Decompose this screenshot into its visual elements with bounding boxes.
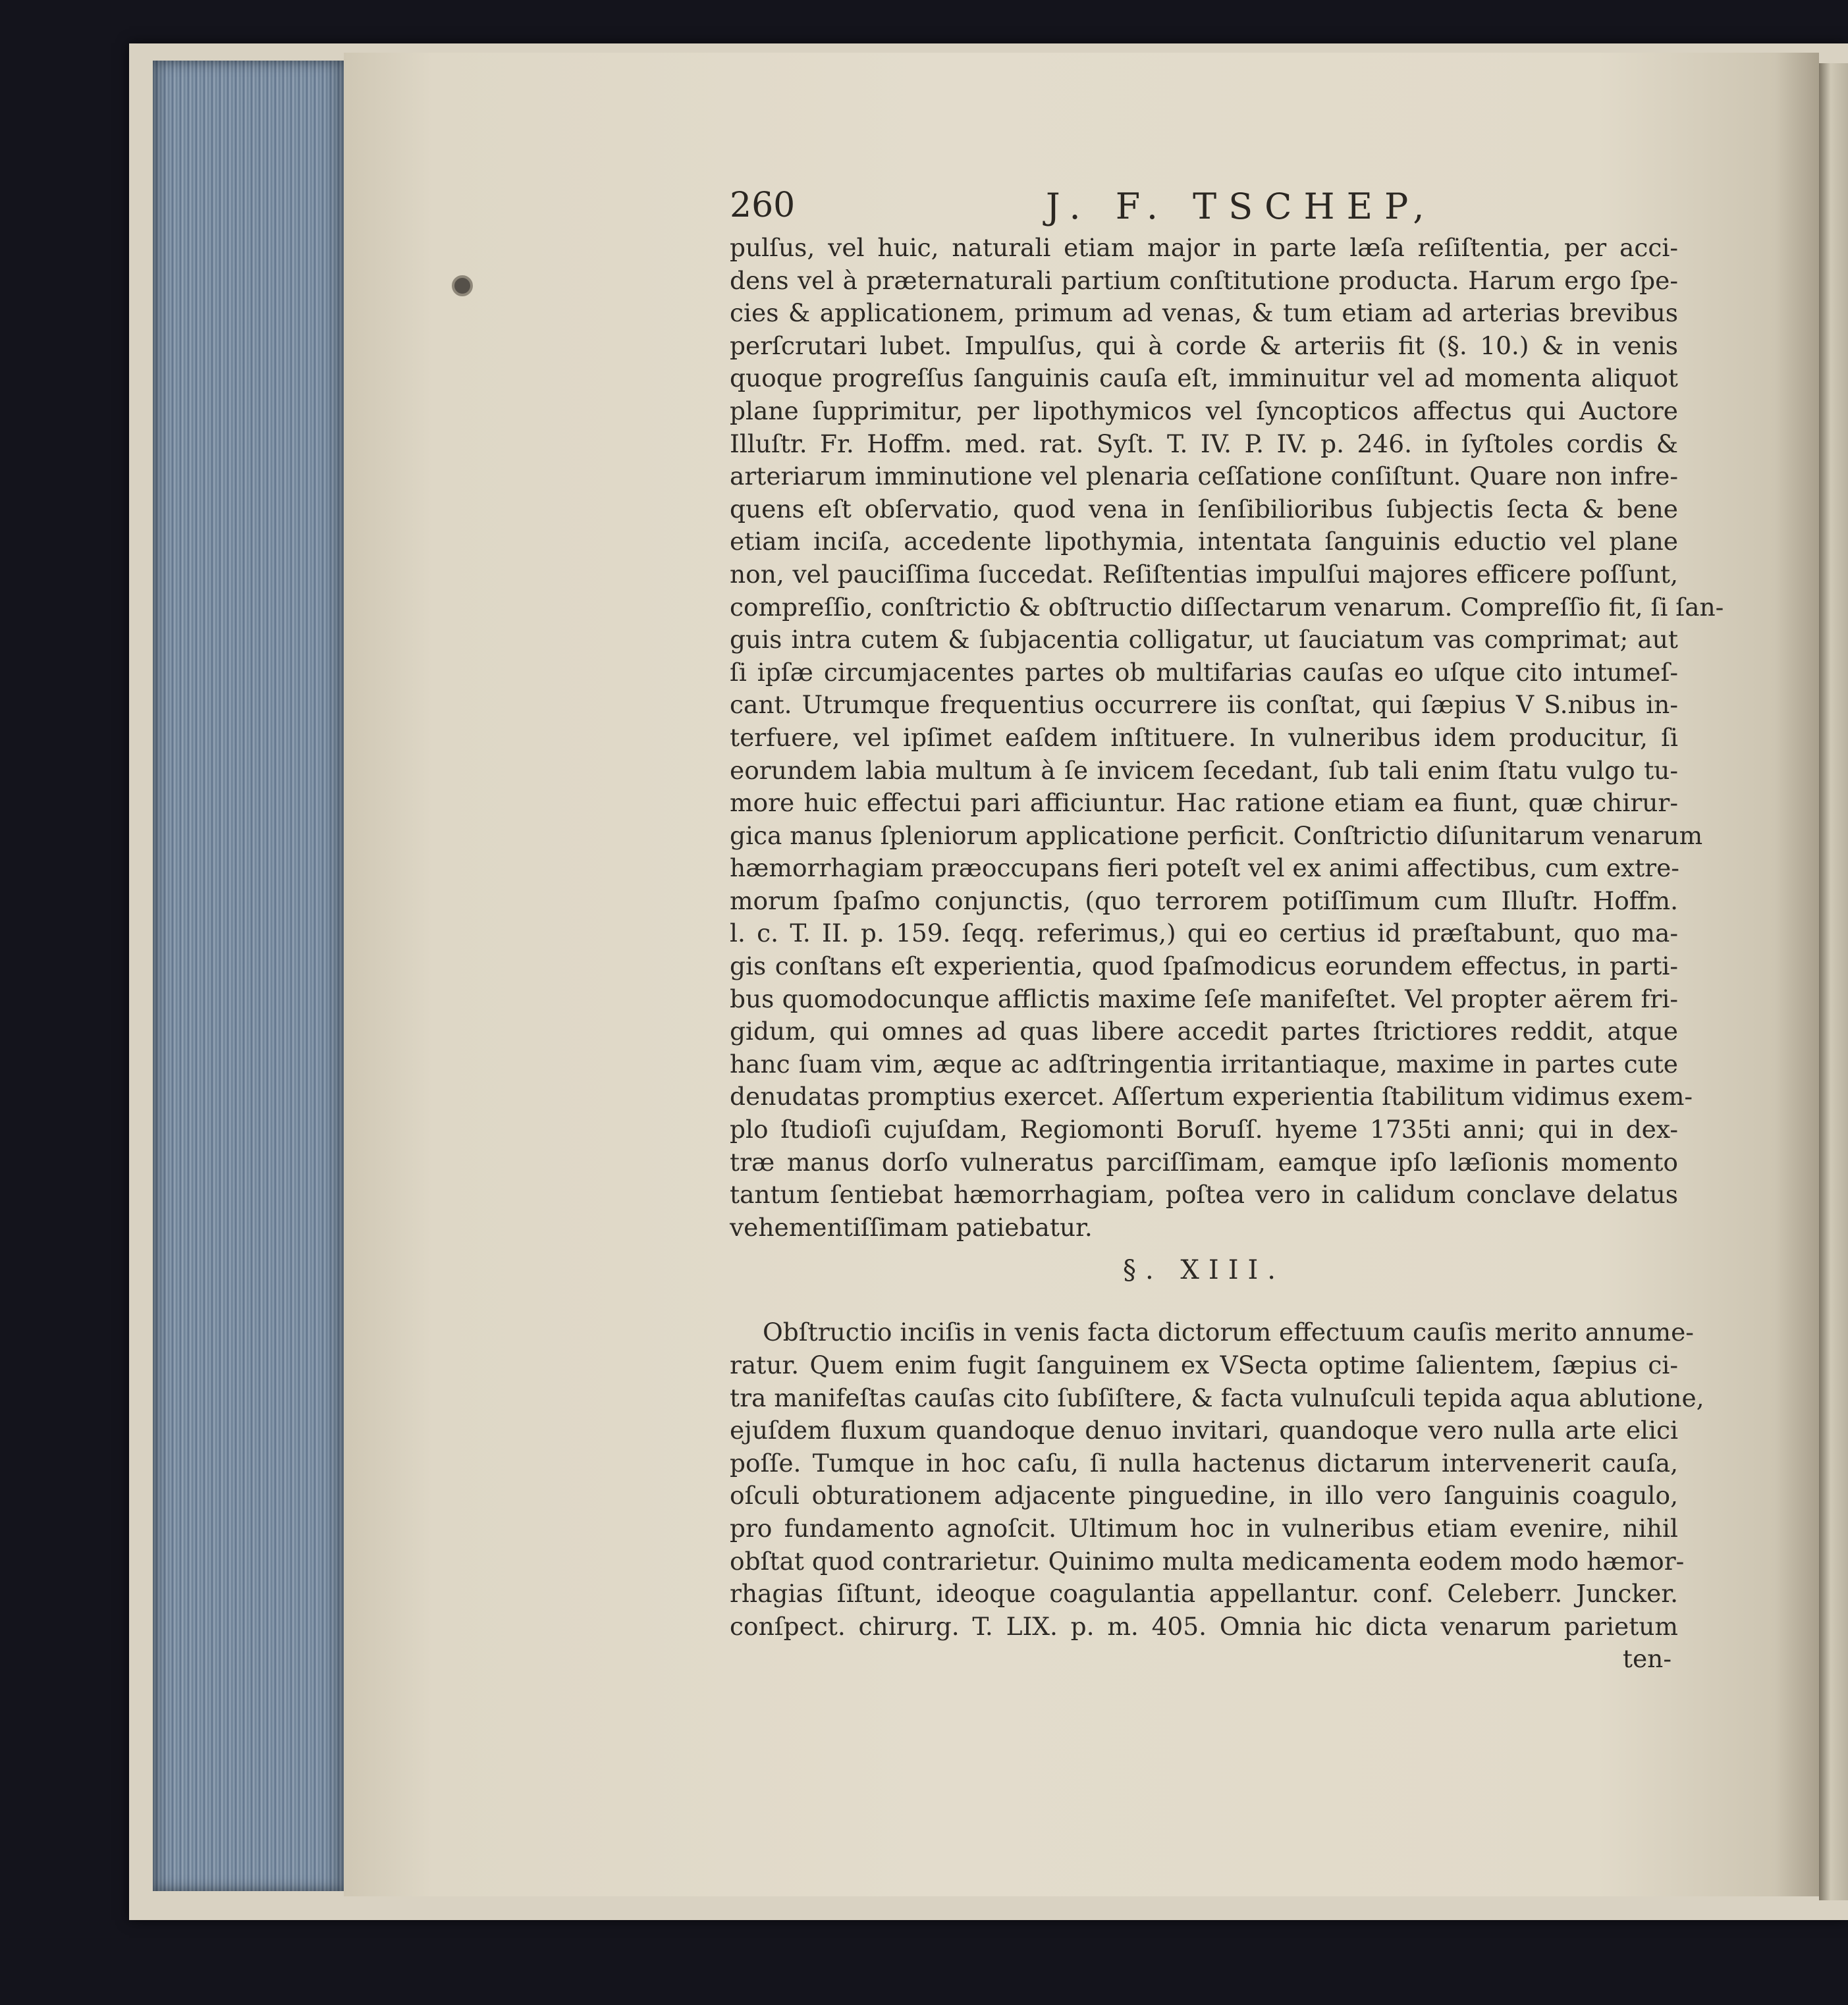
text-line: denudatas promptius exercet. Aſſertum experientia ſtabilitum vidimus exem- xyxy=(730,1082,1693,1111)
text-line: tantum ſentiebat hæmorrhagiam, poſtea vero in calidum conclave delatus xyxy=(730,1180,1678,1210)
text-line: guis intra cutem & ſubjacentia colligatur, ut ſauciatum vas comprimat; aut xyxy=(730,625,1678,655)
text-line: plo ſtudioſi cujuſdam, Regiomonti Boruſſ. hyeme 1735ti anni; qui in dex- xyxy=(730,1115,1678,1144)
text-line: pulſus, vel huic, naturali etiam major in parte læſa reſiſtentia, per acci- xyxy=(730,233,1678,262)
text-line: gis conſtans eſt experientia, quod ſpaſmodicus eorundem effectus, in parti- xyxy=(730,951,1678,981)
text-line: poſſe. Tumque in hoc caſu, ſi nulla hactenus dictarum intervenerit cauſa, xyxy=(730,1448,1678,1478)
text-line: Illuſtr. Fr. Hoffm. med. rat. Syſt. T. IV. P. IV. p. 246. in ſyſtoles cordis & xyxy=(730,429,1678,458)
text-line: gidum, qui omnes ad quas libere accedit partes ſtrictiores reddit, atque xyxy=(730,1017,1678,1046)
text-line: dens vel à præternaturali partium conſtitutione producta. Harum ergo ſpe- xyxy=(730,265,1678,295)
text-line: conſpect. chirurg. T. LIX. p. m. 405. Omnia hic dicta venarum parietum xyxy=(730,1611,1678,1641)
text-line: perſcrutari lubet. Impulſus, qui à corde & arteriis fit (§. 10.) & in venis xyxy=(730,331,1678,360)
text-line: gica manus ſpleniorum applicatione perficit. Conſtrictio diſunitarum venarum xyxy=(730,820,1703,850)
text-line: ejuſdem fluxum quandoque denuo invitari, quandoque vero nulla arte elici xyxy=(730,1416,1678,1445)
paragraph-1 xyxy=(730,232,1724,1244)
text-line: ſi ipſæ circumjacentes partes ob multifarias cauſas eo uſque cito intumeſ- xyxy=(730,657,1678,687)
text-line: rhagias ſiſtunt, ideoque coagulantia appellantur. conf. Celeberr. Juncker. xyxy=(730,1579,1678,1609)
binding-hole xyxy=(452,275,473,296)
text-line: cies & applicationem, primum ad venas, & tum etiam ad arterias brevibus xyxy=(730,298,1678,328)
text-line: Obſtructio inciſis in venis facta dictorum effectuum cauſis merito annume- xyxy=(763,1318,1694,1347)
text-line: oſculi obturationem adjacente pinguedine, in illo vero ſanguinis coagulo, xyxy=(730,1481,1678,1510)
section-heading: §. XIII. xyxy=(1122,1255,1286,1286)
text-line: morum ſpaſmo conjunctis, (quo terrorem potiſſimum cum Illuſtr. Hoffm. xyxy=(730,886,1678,915)
running-head: J. F. TSCHEP, xyxy=(1046,186,1436,227)
text-line: eorundem labia multum à ſe invicem ſecedant, ſub tali enim ſtatu vulgo tu- xyxy=(730,755,1678,785)
facing-page-edge xyxy=(1819,63,1848,1900)
page-header xyxy=(730,186,1639,232)
text-line: vehementiſſimam patiebatur. xyxy=(730,1212,1093,1242)
text-line: terfuere, vel ipſimet eaſdem inſtituere. In vulneribus idem producitur, ſi xyxy=(730,722,1678,752)
text-line: obſtat quod contrarietur. Quinimo multa medicamenta eodem modo hæmor- xyxy=(730,1546,1685,1576)
text-line: tra manifeſtas cauſas cito ſubſiſtere, & facta vulnuſculi tepida aqua ablutione, xyxy=(730,1383,1704,1412)
text-line: arteriarum imminutione vel plenaria ceſſatione conſiſtunt. Quare non infre- xyxy=(730,462,1678,491)
text-line: etiam inciſa, accedente lipothymia, intentata ſanguinis eductio vel plane xyxy=(730,527,1678,556)
page-number: 260 xyxy=(730,186,796,225)
text-line: pro fundamento agnoſcit. Ultimum hoc in vulneribus etiam evenire, nihil xyxy=(730,1513,1678,1543)
book-fore-edge xyxy=(153,61,348,1891)
text-line: hæmorrhagiam præoccupans fieri poteſt vel ex animi affectibus, cum extre- xyxy=(730,853,1679,883)
catchword: ten- xyxy=(1622,1644,1671,1674)
text-line: l. c. T. II. p. 159. ſeqq. referimus,) qui eo certius id præſtabunt, quo ma- xyxy=(730,919,1678,948)
text-line: more huic effectui pari afficiuntur. Hac ratione etiam ea fiunt, quæ chirur- xyxy=(730,788,1678,818)
text-line: plane ſupprimitur, per lipothymicos vel ſyncopticos affectus qui Auctore xyxy=(730,396,1678,425)
text-line: cant. Utrumque frequentius occurrere iis conſtat, qui ſæpius V S.nibus in- xyxy=(730,690,1678,720)
text-line: quoque progreſſus ſanguinis cauſa eſt, imminuitur vel ad momenta aliquot xyxy=(730,363,1678,393)
text-line: non, vel pauciſſima ſuccedat. Reſiſtentias impulſui majores efficere poſſunt, xyxy=(730,559,1678,589)
paragraph-2 xyxy=(730,1316,1704,1643)
body-text xyxy=(730,232,1724,1676)
text-line: træ manus dorſo vulneratus parciſſimam, eamque ipſo læſionis momento xyxy=(730,1147,1678,1177)
text-line: bus quomodocunque afflictis maxime ſeſe manifeſtet. Vel propter aërem fri- xyxy=(730,984,1678,1013)
text-line: ratur. Quem enim fugit ſanguinem ex VSecta optime ſalientem, ſæpius ci- xyxy=(730,1350,1678,1379)
text-line: hanc ſuam vim, æque ac adſtringentia irritantiaque, maxime in partes cute xyxy=(730,1049,1678,1079)
text-line: quens eſt obſervatio, quod vena in ſenſibilioribus ſubjectis ſecta & bene xyxy=(730,494,1678,523)
text-line: compreſſio, conſtrictio & obſtructio diſſectarum venarum. Compreſſio fit, ſi ſan- xyxy=(730,592,1724,622)
